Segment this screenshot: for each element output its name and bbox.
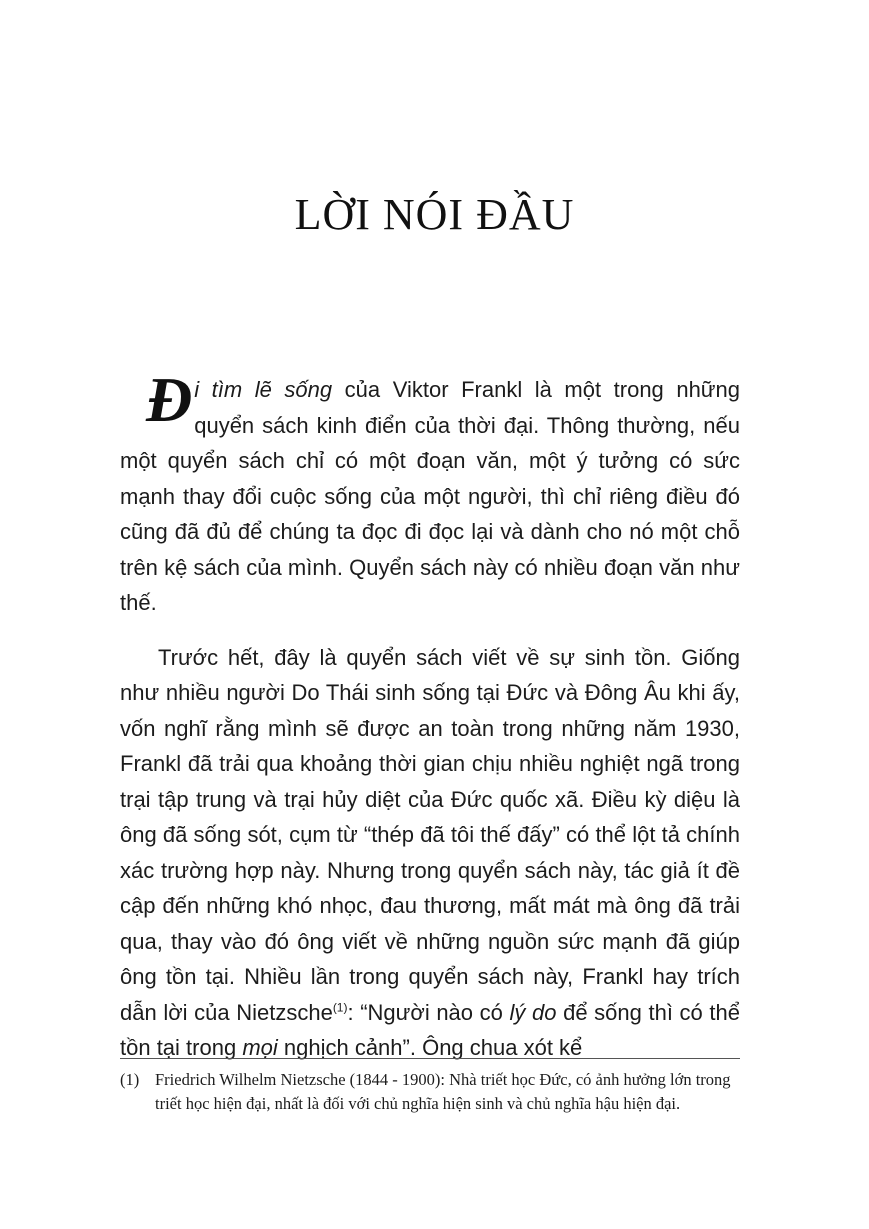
paragraph-1: [120, 364, 741, 621]
paragraph-2-text-4: nghịch cảnh”. Ông chua xót kể: [277, 1035, 583, 1060]
page-title: LỜI NÓI ĐẦU: [294, 190, 575, 240]
paragraph-2-text-1: Trước hết, đây là quyển sách viết về sự sinh tồn. Giống như nhiều người Do Thái sinh sống tại Đức và Đông Âu khi ấy, vốn nghĩ rằng mình sẽ được an toàn trong những năm 1930, Frankl đã trải qua khoảng thời gian chịu nhiều nghiệt ngã trong trại tập trung và trại hủy diệt của Đức quốc xã. Điều kỳ diệu là ông đã sống sót, cụm từ “thép đã tôi thế đấy” có thể lột tả chính xác trường hợp này. Nhưng trong quyển sách này, tác giả ít đề cập đến những khó nhọc, đau thương, mất mát mà ông đã trải qua, thay vào đó ông viết về những nguồn sức mạnh đã giúp ông tồn tại. Nhiều lần trong quyển sách này, Frankl hay trích dẫn lời của Nietzsche: [120, 644, 740, 1025]
footnote: [120, 1068, 740, 1116]
paragraph-2: [120, 640, 740, 1066]
paragraph-1-text: của Viktor Frankl là một trong những quyển sách kinh điển của thời đại. Thông thường, nếu một quyển sách chỉ có một đoạn văn, một ý tưởng có sức mạnh thay đổi cuộc sống của một người, thì chỉ riêng điều đó cũng đã đủ để chúng ta đọc đi đọc lại và dành cho nó một chỗ trên kệ sách của mình. Quyển sách này có nhiều đoạn văn như thế.: [120, 377, 741, 615]
italic-ly-do: lý do: [509, 999, 557, 1025]
drop-cap: Đ: [146, 364, 193, 435]
italic-moi: mọi: [242, 1035, 278, 1060]
paragraph-2-text-3: để sống thì có thể tồn tại trong: [120, 999, 740, 1060]
book-title-italic: i tìm lẽ sống: [194, 377, 333, 402]
footnote-reference[interactable]: (1): [332, 1000, 348, 1015]
footnote-text: Friedrich Wilhelm Nietzsche (1844 - 1900): Nhà triết học Đức, có ảnh hưởng lớn trong triết học hiện đại, nhất là đối với chủ nghĩa hiện sinh và chủ nghĩa hậu hiện đại.: [155, 1070, 731, 1113]
footnote-divider: [120, 1058, 740, 1059]
footnote-number: (1): [120, 1070, 140, 1089]
body-text: [120, 364, 741, 1066]
paragraph-2-text-2: : “Người nào có: [347, 999, 510, 1025]
